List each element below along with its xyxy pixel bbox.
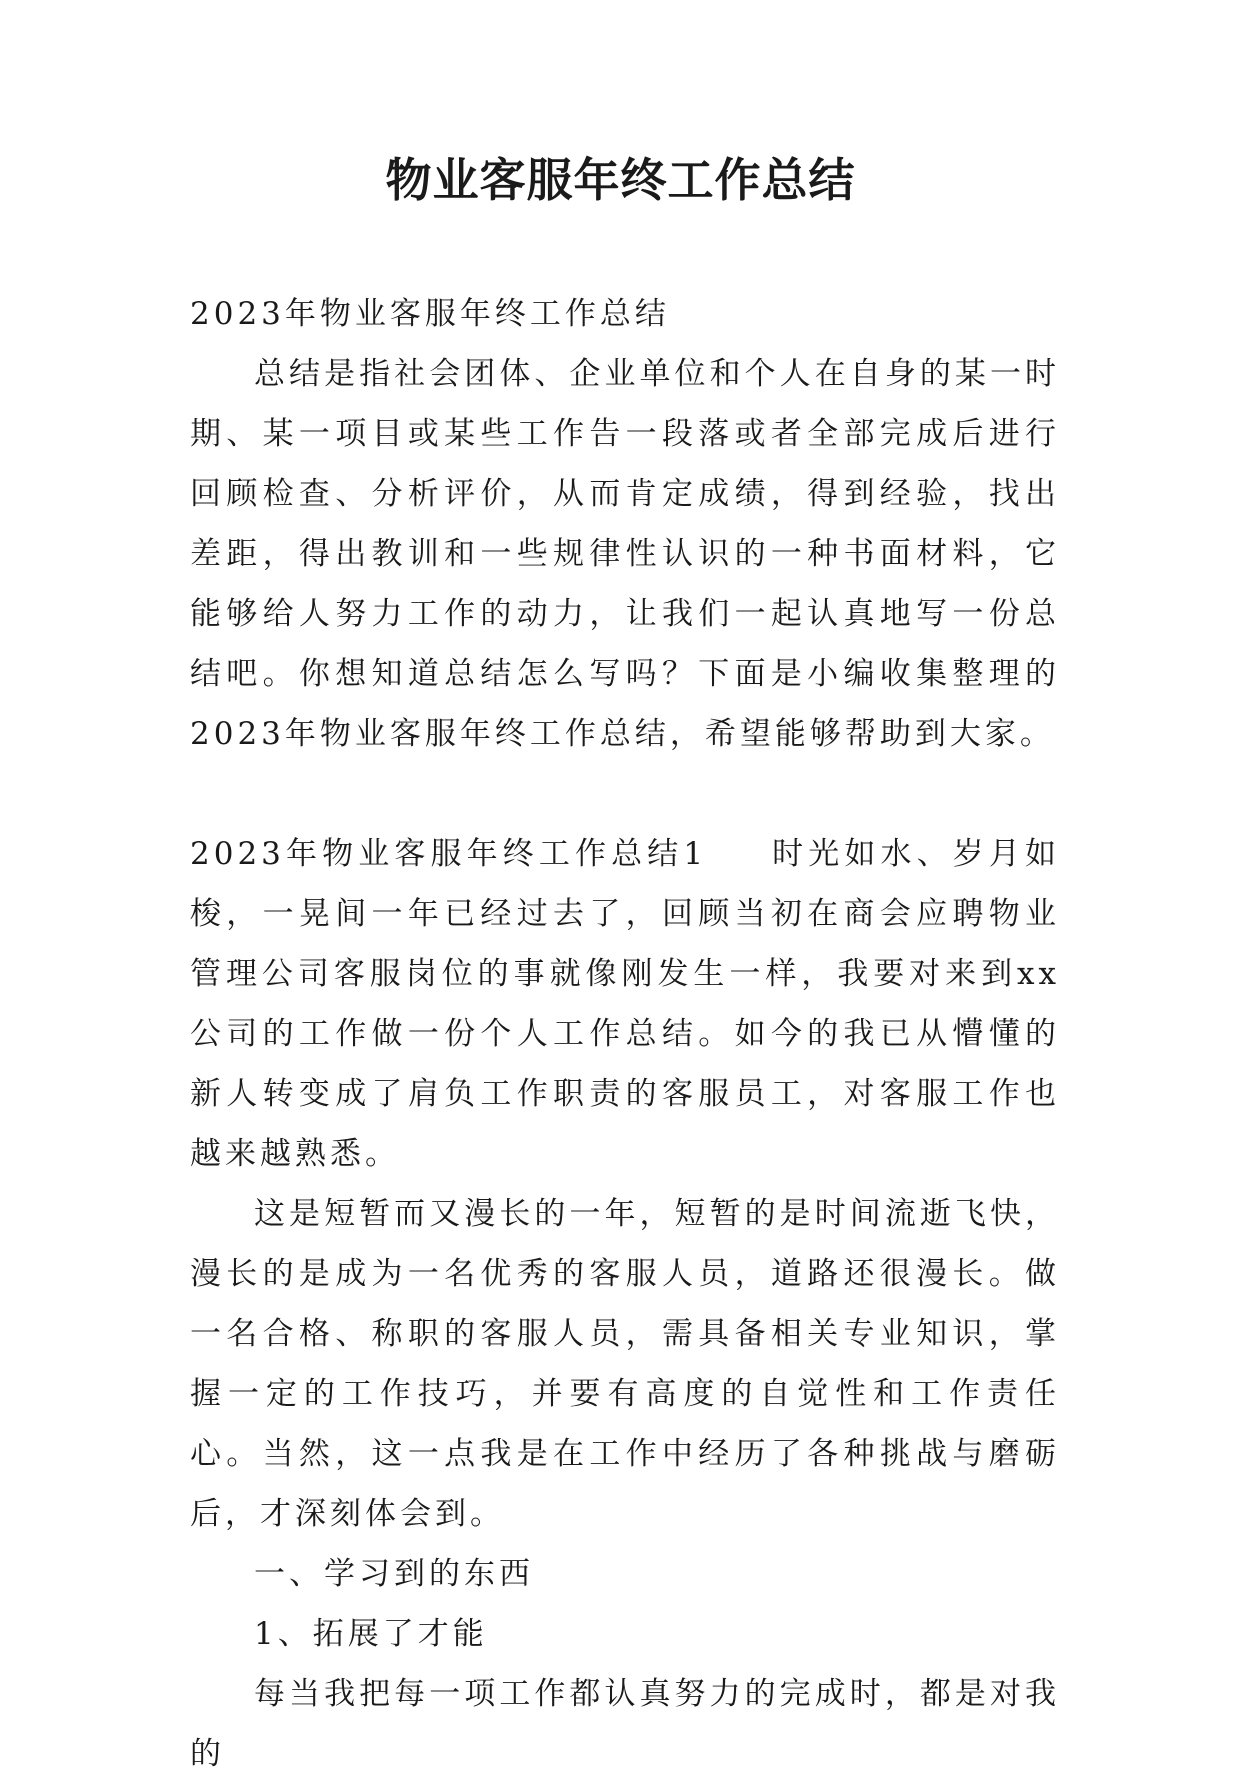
section-heading: 2023年物业客服年终工作总结 bbox=[190, 296, 670, 332]
document-body bbox=[190, 284, 1060, 1784]
section-1-heading: 2023年物业客服年终工作总结1 bbox=[190, 836, 708, 872]
subheading-expand-ability: 1、拓展了才能 bbox=[254, 1616, 488, 1652]
paragraph-short-long-year: 这是短暂而又漫长的一年，短暂的是时间流逝飞快，漫长的是成为一名优秀的客服人员，道路还很漫长。做一名合格、称职的客服人员，需具备相关专业知识，掌握一定的工作技巧，并要有高度的自觉性和工作责任心。当然，这一点我是在工作中经历了各种挑战与磨砺后，才深刻体会到。 bbox=[190, 1196, 1060, 1532]
paragraph-gap bbox=[190, 764, 1060, 824]
section-1-text: 时光如水、岁月如梭，一晃间一年已经过去了，回顾当初在商会应聘物业管理公司客服岗位的事就像刚发生一样，我要对来到xx公司的工作做一份个人工作总结。如今的我已从懵懂的新人转变成了肩负工作职责的客服员工，对客服工作也越来越熟悉。 bbox=[190, 836, 1060, 1172]
subheading-learned: 一、学习到的东西 bbox=[254, 1556, 534, 1592]
paragraph-section-1 bbox=[190, 824, 1060, 1184]
paragraph-each-task: 每当我把每一项工作都认真努力的完成时，都是对我的 bbox=[190, 1676, 1060, 1772]
document-title: 物业客服年终工作总结 bbox=[385, 153, 856, 207]
paragraph-intro: 总结是指社会团体、企业单位和个人在自身的某一时期、某一项目或某些工作告一段落或者全部完成后进行回顾检查、分析评价，从而肯定成绩，得到经验，找出差距，得出教训和一些规律性认识的一种书面材料，它能够给人努力工作的动力，让我们一起认真地写一份总结吧。你想知道总结怎么写吗？下面是小编收集整理的2023年物业客服年终工作总结，希望能够帮助到大家。 bbox=[190, 356, 1060, 752]
